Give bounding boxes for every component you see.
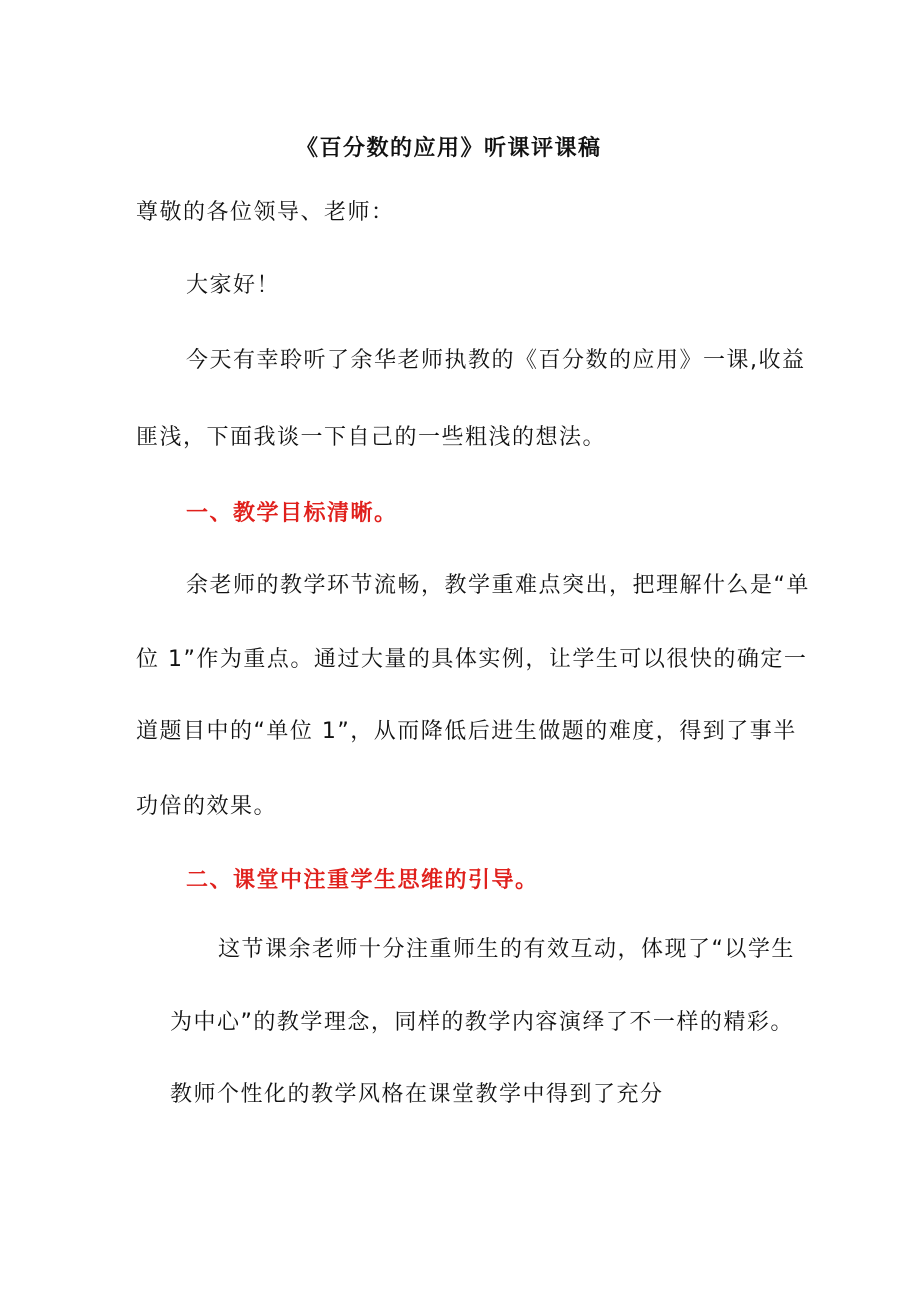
- greeting: 大家好！: [186, 273, 281, 298]
- section-1-line-2: 位 1”作为重点。通过大量的具体实例，让学生可以很快的确定一: [136, 647, 808, 672]
- document-title: 《百分数的应用》听课评课稿: [296, 136, 602, 161]
- section-1-line-4: 功倍的效果。: [136, 794, 278, 819]
- intro-line-2: 匪浅，下面我谈一下自己的一些粗浅的想法。: [136, 425, 607, 450]
- section-2-line-1: 这节课余老师十分注重师生的有效互动，体现了“以学生: [218, 937, 795, 962]
- section-2-line-2: 为中心”的教学理念，同样的教学内容演绎了不一样的精彩。: [170, 1010, 794, 1035]
- section-2-heading: 二、课堂中注重学生思维的引导。: [186, 868, 539, 893]
- section-1-line-1: 余老师的教学环节流畅，教学重难点突出，把理解什么是“单: [186, 573, 810, 598]
- intro-line-1: 今天有幸聆听了余华老师执教的《百分数的应用》一课,收益: [186, 348, 806, 373]
- section-1-line-3: 道题目中的“单位 1”，从而降低后进生做题的难度，得到了事半: [136, 719, 797, 744]
- section-1-heading: 一、教学目标清晰。: [186, 501, 398, 526]
- section-2-line-3: 教师个性化的教学风格在课堂教学中得到了充分: [170, 1082, 664, 1107]
- salutation: 尊敬的各位领导、老师：: [136, 200, 395, 225]
